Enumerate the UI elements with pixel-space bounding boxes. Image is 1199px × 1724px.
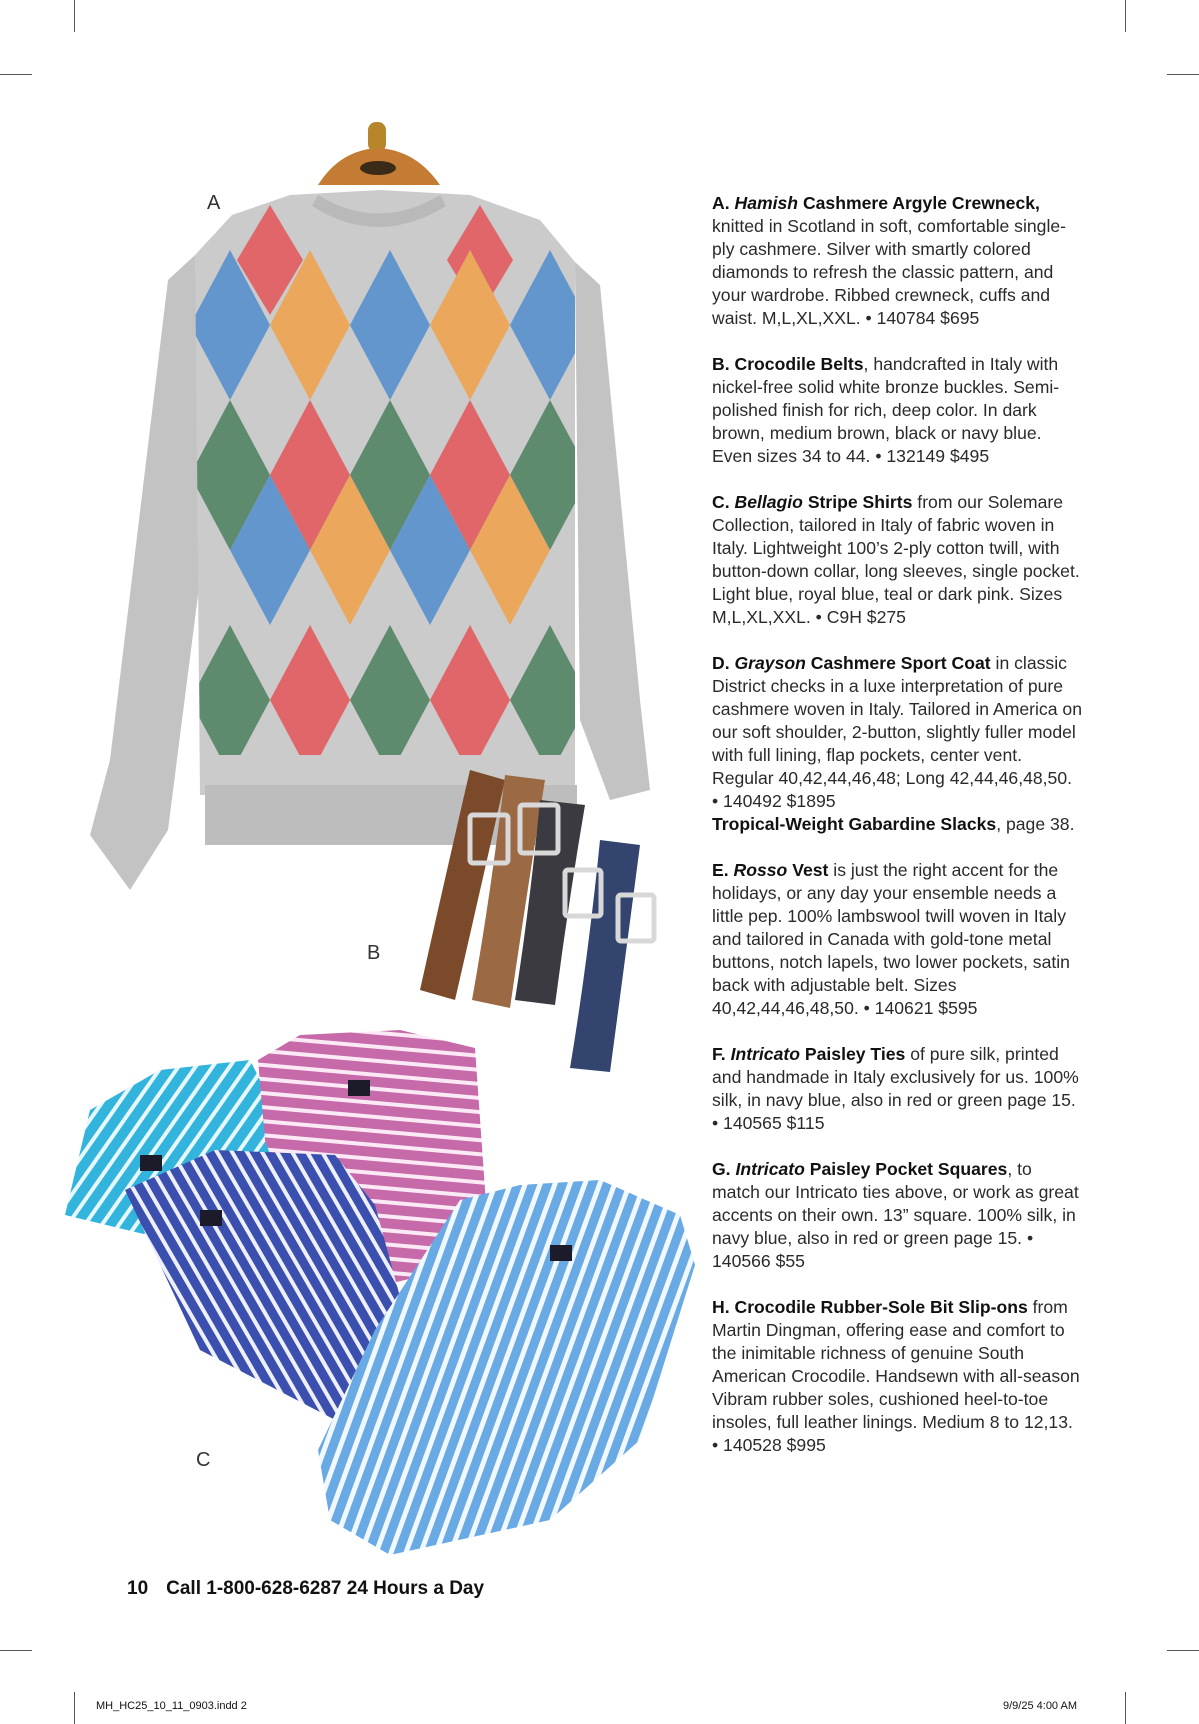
item-heading: F. Intricato Paisley Ties bbox=[712, 1044, 906, 1064]
item-h bbox=[712, 1296, 1082, 1457]
item-body: from Martin Dingman, offering ease and comfort to the inimitable richness of genuine South American Crocodile. Handsewn with all-season Vibram rubber soles, cushioned heel-to-toe insoles, full leather linings. Medium 8 to 12,13. • 140528 $995 bbox=[712, 1297, 1080, 1455]
item-f bbox=[712, 1043, 1082, 1135]
item-heading: A. Hamish Cashmere Argyle Crewneck, bbox=[712, 193, 1040, 213]
item-body: , to match our Intricato ties above, or work as great accents on their own. 13” square. 100% silk, in navy blue, also in red or green page 15. • 140566 $55 bbox=[712, 1159, 1079, 1271]
item-heading: H. Crocodile Rubber-Sole Bit Slip-ons bbox=[712, 1297, 1028, 1317]
figure-letter-a: A bbox=[207, 192, 221, 214]
item-heading: B. Crocodile Belts bbox=[712, 354, 864, 374]
item-body: knitted in Scotland in soft, comfortable single-ply cashmere. Silver with smartly colored diamonds to refresh the classic pattern, and your wardrobe. Ribbed crewneck, cuffs and waist. M,L,XL,XXL. • 140784 $695 bbox=[712, 216, 1067, 328]
stripe-shirts-image bbox=[65, 1030, 695, 1555]
item-body: in classic District checks in a luxe interpretation of pure cashmere woven in Italy. Tailored in America on our soft shoulder, 2-button, slightly fuller model with full lining, flap pockets, center vent. Regular 40,42,44,46,48; Long 42,44,46,48,50. • 140492 $1895 bbox=[712, 653, 1082, 811]
item-related-text: , page 38. bbox=[996, 814, 1075, 834]
item-heading: C. Bellagio Stripe Shirts bbox=[712, 492, 913, 512]
item-e bbox=[712, 859, 1082, 1020]
item-body: from our Solemare Collection, tailored in Italy of fabric woven in Italy. Lightweight 100’s 2-ply cotton twill, with button-down collar, long sleeves, single pocket. Light blue, royal blue, teal or dark pink. Sizes M,L,XL,XXL. • C9H $275 bbox=[712, 492, 1080, 627]
argyle-sweater-image bbox=[90, 122, 650, 890]
figure-letter-c: C bbox=[196, 1449, 211, 1471]
item-c bbox=[712, 491, 1082, 629]
item-d bbox=[712, 652, 1082, 836]
item-heading: D. Grayson Cashmere Sport Coat bbox=[712, 653, 991, 673]
page-footer bbox=[127, 1578, 484, 1600]
item-heading: G. Intricato Paisley Pocket Squares bbox=[712, 1159, 1008, 1179]
product-descriptions bbox=[712, 192, 1082, 1480]
phone-call-text: Call 1-800-628-6287 24 Hours a Day bbox=[166, 1578, 485, 1599]
item-body: of pure silk, printed and handmade in Italy exclusively for us. 100% silk, in navy blue, also in red or green page 15. • 140565 $115 bbox=[712, 1044, 1079, 1133]
item-related-heading: Tropical-Weight Gabardine Slacks bbox=[712, 814, 997, 834]
item-g bbox=[712, 1158, 1082, 1273]
slug-filename: MH_HC25_10_11_0903.indd 2 bbox=[96, 1700, 247, 1712]
item-body: is just the right accent for the holidays, or any day your ensemble needs a little pep. 100% lambswool twill woven in Italy and tailored in Canada with gold-tone metal buttons, notch lapels, two lower pockets, satin back with adjustable belt. Sizes 40,42,44,46,48,50. • 140621 $595 bbox=[712, 860, 1070, 1018]
item-body: , handcrafted in Italy with nickel-free solid white bronze buckles. Semi-polished finish for rich, deep color. In dark brown, medium brown, black or navy blue. Even sizes 34 to 44. • 132149 $495 bbox=[712, 354, 1060, 466]
item-b bbox=[712, 353, 1082, 468]
figure-letter-b: B bbox=[367, 942, 381, 964]
page-number: 10 bbox=[127, 1578, 149, 1599]
item-heading: E. Rosso Vest bbox=[712, 860, 829, 880]
slug-datetime: 9/9/25 4:00 AM bbox=[1003, 1700, 1077, 1712]
item-a bbox=[712, 192, 1082, 330]
